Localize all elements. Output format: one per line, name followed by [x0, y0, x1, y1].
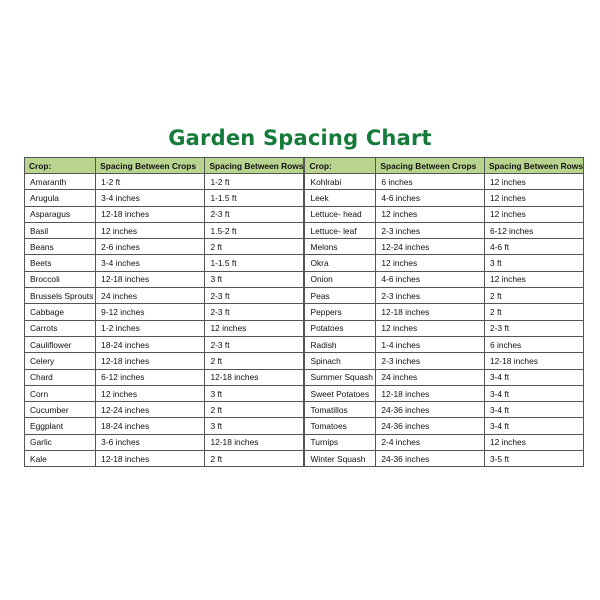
cell-spacing-rows: 12-18 inches — [484, 353, 583, 369]
cell-spacing-rows: 6-12 inches — [484, 222, 583, 238]
table-row — [25, 206, 304, 222]
cell-spacing-crops: 12 inches — [376, 206, 485, 222]
cell-spacing-rows: 2-3 ft — [205, 288, 304, 304]
table-row — [25, 451, 304, 467]
cell-spacing-rows: 2-3 ft — [205, 206, 304, 222]
page-title: Garden Spacing Chart — [168, 126, 432, 150]
cell-spacing-crops: 2-3 inches — [376, 222, 485, 238]
cell-spacing-crops: 12-18 inches — [376, 385, 485, 401]
cell-spacing-crops: 12-18 inches — [96, 271, 205, 287]
cell-spacing-crops: 24 inches — [96, 288, 205, 304]
cell-spacing-rows: 1-1.5 ft — [205, 190, 304, 206]
table-row — [25, 304, 304, 320]
cell-spacing-crops: 1-2 ft — [96, 174, 205, 190]
table-row — [305, 239, 584, 255]
cell-crop: Brussels Sprouts — [25, 288, 96, 304]
cell-spacing-rows: 2 ft — [205, 402, 304, 418]
cell-crop: Amaranth — [25, 174, 96, 190]
cell-spacing-rows: 3-4 ft — [484, 369, 583, 385]
table-row — [305, 255, 584, 271]
table-header-row — [305, 158, 584, 174]
table-row — [305, 190, 584, 206]
cell-crop: Corn — [25, 385, 96, 401]
cell-spacing-rows: 6 inches — [484, 336, 583, 352]
cell-crop: Okra — [305, 255, 376, 271]
cell-spacing-rows: 2 ft — [205, 353, 304, 369]
table-row — [25, 271, 304, 287]
column-header-crop: Crop: — [305, 158, 376, 174]
cell-spacing-rows: 2 ft — [205, 239, 304, 255]
cell-spacing-crops: 24-36 inches — [376, 451, 485, 467]
table-row — [25, 320, 304, 336]
table-row — [25, 255, 304, 271]
cell-spacing-crops: 9-12 inches — [96, 304, 205, 320]
cell-spacing-rows: 2-3 ft — [205, 304, 304, 320]
table-row — [25, 353, 304, 369]
cell-spacing-rows: 12 inches — [484, 174, 583, 190]
table-row — [25, 174, 304, 190]
cell-crop: Beets — [25, 255, 96, 271]
cell-crop: Lettuce- leaf — [305, 222, 376, 238]
cell-crop: Broccoli — [25, 271, 96, 287]
cell-spacing-crops: 18-24 inches — [96, 336, 205, 352]
table-row — [305, 369, 584, 385]
cell-crop: Carrots — [25, 320, 96, 336]
cell-spacing-crops: 12-18 inches — [96, 206, 205, 222]
table-row — [305, 451, 584, 467]
cell-crop: Garlic — [25, 434, 96, 450]
cell-spacing-rows: 1-2 ft — [205, 174, 304, 190]
table-row — [305, 304, 584, 320]
cell-spacing-crops: 12 inches — [96, 385, 205, 401]
table-body-left — [25, 174, 304, 467]
cell-spacing-crops: 3-4 inches — [96, 255, 205, 271]
cell-crop: Eggplant — [25, 418, 96, 434]
cell-spacing-crops: 4-6 inches — [376, 190, 485, 206]
table-row — [305, 385, 584, 401]
cell-crop: Summer Squash — [305, 369, 376, 385]
cell-spacing-rows: 2-3 ft — [484, 320, 583, 336]
cell-crop: Sweet Potatoes — [305, 385, 376, 401]
cell-crop: Kale — [25, 451, 96, 467]
table-row — [305, 336, 584, 352]
table-row — [25, 190, 304, 206]
cell-spacing-rows: 3-4 ft — [484, 402, 583, 418]
cell-spacing-crops: 1-2 inches — [96, 320, 205, 336]
spacing-tables — [24, 157, 584, 467]
cell-crop: Lettuce- head — [305, 206, 376, 222]
cell-spacing-rows: 3 ft — [205, 385, 304, 401]
cell-spacing-crops: 12-24 inches — [376, 239, 485, 255]
table-row — [25, 385, 304, 401]
cell-crop: Turnips — [305, 434, 376, 450]
cell-crop: Potatoes — [305, 320, 376, 336]
spacing-table-left — [24, 157, 304, 467]
cell-spacing-crops: 24 inches — [376, 369, 485, 385]
cell-crop: Winter Squash — [305, 451, 376, 467]
column-header-spacing-rows: Spacing Between Rows — [205, 158, 304, 174]
cell-crop: Asparagus — [25, 206, 96, 222]
cell-crop: Basil — [25, 222, 96, 238]
table-row — [305, 288, 584, 304]
table-row — [305, 353, 584, 369]
cell-spacing-rows: 3-5 ft — [484, 451, 583, 467]
table-row — [305, 271, 584, 287]
cell-crop: Cauliflower — [25, 336, 96, 352]
cell-spacing-crops: 3-4 inches — [96, 190, 205, 206]
table-row — [305, 402, 584, 418]
cell-spacing-crops: 12-18 inches — [376, 304, 485, 320]
cell-crop: Kohlrabi — [305, 174, 376, 190]
cell-spacing-rows: 2 ft — [484, 304, 583, 320]
cell-spacing-crops: 3-6 inches — [96, 434, 205, 450]
table-row — [305, 174, 584, 190]
column-header-spacing-crops: Spacing Between Crops — [376, 158, 485, 174]
table-row — [25, 336, 304, 352]
cell-spacing-crops: 2-3 inches — [376, 353, 485, 369]
cell-crop: Tomatillos — [305, 402, 376, 418]
cell-spacing-rows: 3 ft — [205, 418, 304, 434]
cell-spacing-crops: 12 inches — [376, 255, 485, 271]
cell-crop: Cucumber — [25, 402, 96, 418]
cell-spacing-rows: 2 ft — [484, 288, 583, 304]
cell-spacing-crops: 2-3 inches — [376, 288, 485, 304]
cell-spacing-rows: 12 inches — [205, 320, 304, 336]
table-row — [25, 418, 304, 434]
cell-spacing-crops: 4-6 inches — [376, 271, 485, 287]
cell-spacing-rows: 12 inches — [484, 434, 583, 450]
cell-crop: Chard — [25, 369, 96, 385]
table-row — [25, 288, 304, 304]
spacing-table-right — [304, 157, 584, 467]
cell-spacing-crops: 12 inches — [96, 222, 205, 238]
cell-crop: Peppers — [305, 304, 376, 320]
cell-spacing-rows: 12-18 inches — [205, 369, 304, 385]
cell-spacing-rows: 12 inches — [484, 271, 583, 287]
table-row — [305, 434, 584, 450]
cell-spacing-rows: 3 ft — [205, 271, 304, 287]
table-row — [305, 222, 584, 238]
cell-spacing-rows: 3-4 ft — [484, 385, 583, 401]
cell-spacing-crops: 12 inches — [376, 320, 485, 336]
cell-spacing-crops: 18-24 inches — [96, 418, 205, 434]
cell-crop: Cabbage — [25, 304, 96, 320]
cell-spacing-rows: 4-6 ft — [484, 239, 583, 255]
column-header-spacing-crops: Spacing Between Crops — [96, 158, 205, 174]
cell-spacing-crops: 12-18 inches — [96, 353, 205, 369]
cell-spacing-crops: 12-24 inches — [96, 402, 205, 418]
cell-spacing-crops: 24-36 inches — [376, 418, 485, 434]
cell-spacing-crops: 2-6 inches — [96, 239, 205, 255]
cell-spacing-rows: 12 inches — [484, 206, 583, 222]
table-row — [25, 369, 304, 385]
cell-crop: Tomatoes — [305, 418, 376, 434]
cell-crop: Arugula — [25, 190, 96, 206]
table-header-row — [25, 158, 304, 174]
table-row — [25, 434, 304, 450]
cell-spacing-rows: 3 ft — [484, 255, 583, 271]
column-header-spacing-rows: Spacing Between Rows — [484, 158, 583, 174]
cell-spacing-rows: 2 ft — [205, 451, 304, 467]
cell-spacing-rows: 12-18 inches — [205, 434, 304, 450]
table-row — [25, 239, 304, 255]
cell-spacing-crops: 12-18 inches — [96, 451, 205, 467]
cell-crop: Celery — [25, 353, 96, 369]
cell-spacing-rows: 3-4 ft — [484, 418, 583, 434]
cell-crop: Radish — [305, 336, 376, 352]
table-row — [305, 206, 584, 222]
table-row — [25, 402, 304, 418]
cell-spacing-crops: 24-36 inches — [376, 402, 485, 418]
cell-spacing-rows: 2-3 ft — [205, 336, 304, 352]
table-row — [305, 418, 584, 434]
cell-spacing-crops: 6-12 inches — [96, 369, 205, 385]
cell-spacing-rows: 1-1.5 ft — [205, 255, 304, 271]
cell-spacing-crops: 6 inches — [376, 174, 485, 190]
cell-crop: Beans — [25, 239, 96, 255]
cell-spacing-rows: 12 inches — [484, 190, 583, 206]
cell-spacing-crops: 2-4 inches — [376, 434, 485, 450]
cell-spacing-crops: 1-4 inches — [376, 336, 485, 352]
cell-spacing-rows: 1.5-2 ft — [205, 222, 304, 238]
table-row — [25, 222, 304, 238]
table-row — [305, 320, 584, 336]
cell-crop: Melons — [305, 239, 376, 255]
cell-crop: Spinach — [305, 353, 376, 369]
cell-crop: Leek — [305, 190, 376, 206]
column-header-crop: Crop: — [25, 158, 96, 174]
cell-crop: Peas — [305, 288, 376, 304]
cell-crop: Onion — [305, 271, 376, 287]
table-body-right — [305, 174, 584, 467]
